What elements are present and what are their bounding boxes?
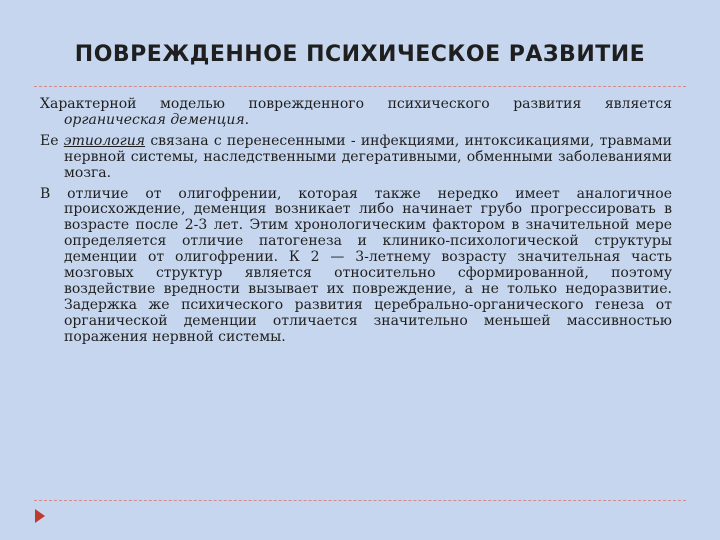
bottom-divider — [34, 500, 686, 501]
top-divider — [34, 86, 686, 87]
paragraph-1-text: Характерной моделью поврежденного психического развития является — [40, 96, 672, 112]
paragraph-3: В отличие от олигофрении, которая также нередко имеет аналогичное происхождение, деменция возникает либо начинает грубо прогрессировать в возрасте после 2-3 лет. Этим хронологическим фактором в значительной мере определяется отличие патогенеза и клинико-психологической структуры деменции от олигофрении. К 2 — 3-летнему возрасту значительная часть мозговых структур является относительно сформированной, поэтому воздействие вредности вызывает их повреждение, а не только недоразвитие. Задержка же психического развития церебрально-органического генеза от органической деменции отличается значительно меньшей массивностью поражения нервной системы. — [40, 185, 672, 345]
paragraph-2 — [40, 134, 672, 182]
paragraph-2-text: Ее — [40, 132, 64, 149]
paragraph-2-emphasis: этиология — [63, 132, 146, 149]
page-title: ПОВРЕЖДЕННОЕ ПСИХИЧЕСКОЕ РАЗВИТИЕ — [74, 42, 646, 67]
slide-body — [40, 97, 672, 351]
paragraph-2-end: связана с перенесенными - инфекциями, интоксикациями, травмами нервной системы, наследственными дегеративными, обменными заболеваниями мозга. — [64, 132, 672, 181]
paragraph-1-end: . — [244, 111, 250, 128]
red-triangle-arrow-icon — [35, 509, 45, 523]
paragraph-1-emphasis: органическая деменция — [64, 111, 245, 128]
paragraph-1 — [40, 97, 672, 129]
